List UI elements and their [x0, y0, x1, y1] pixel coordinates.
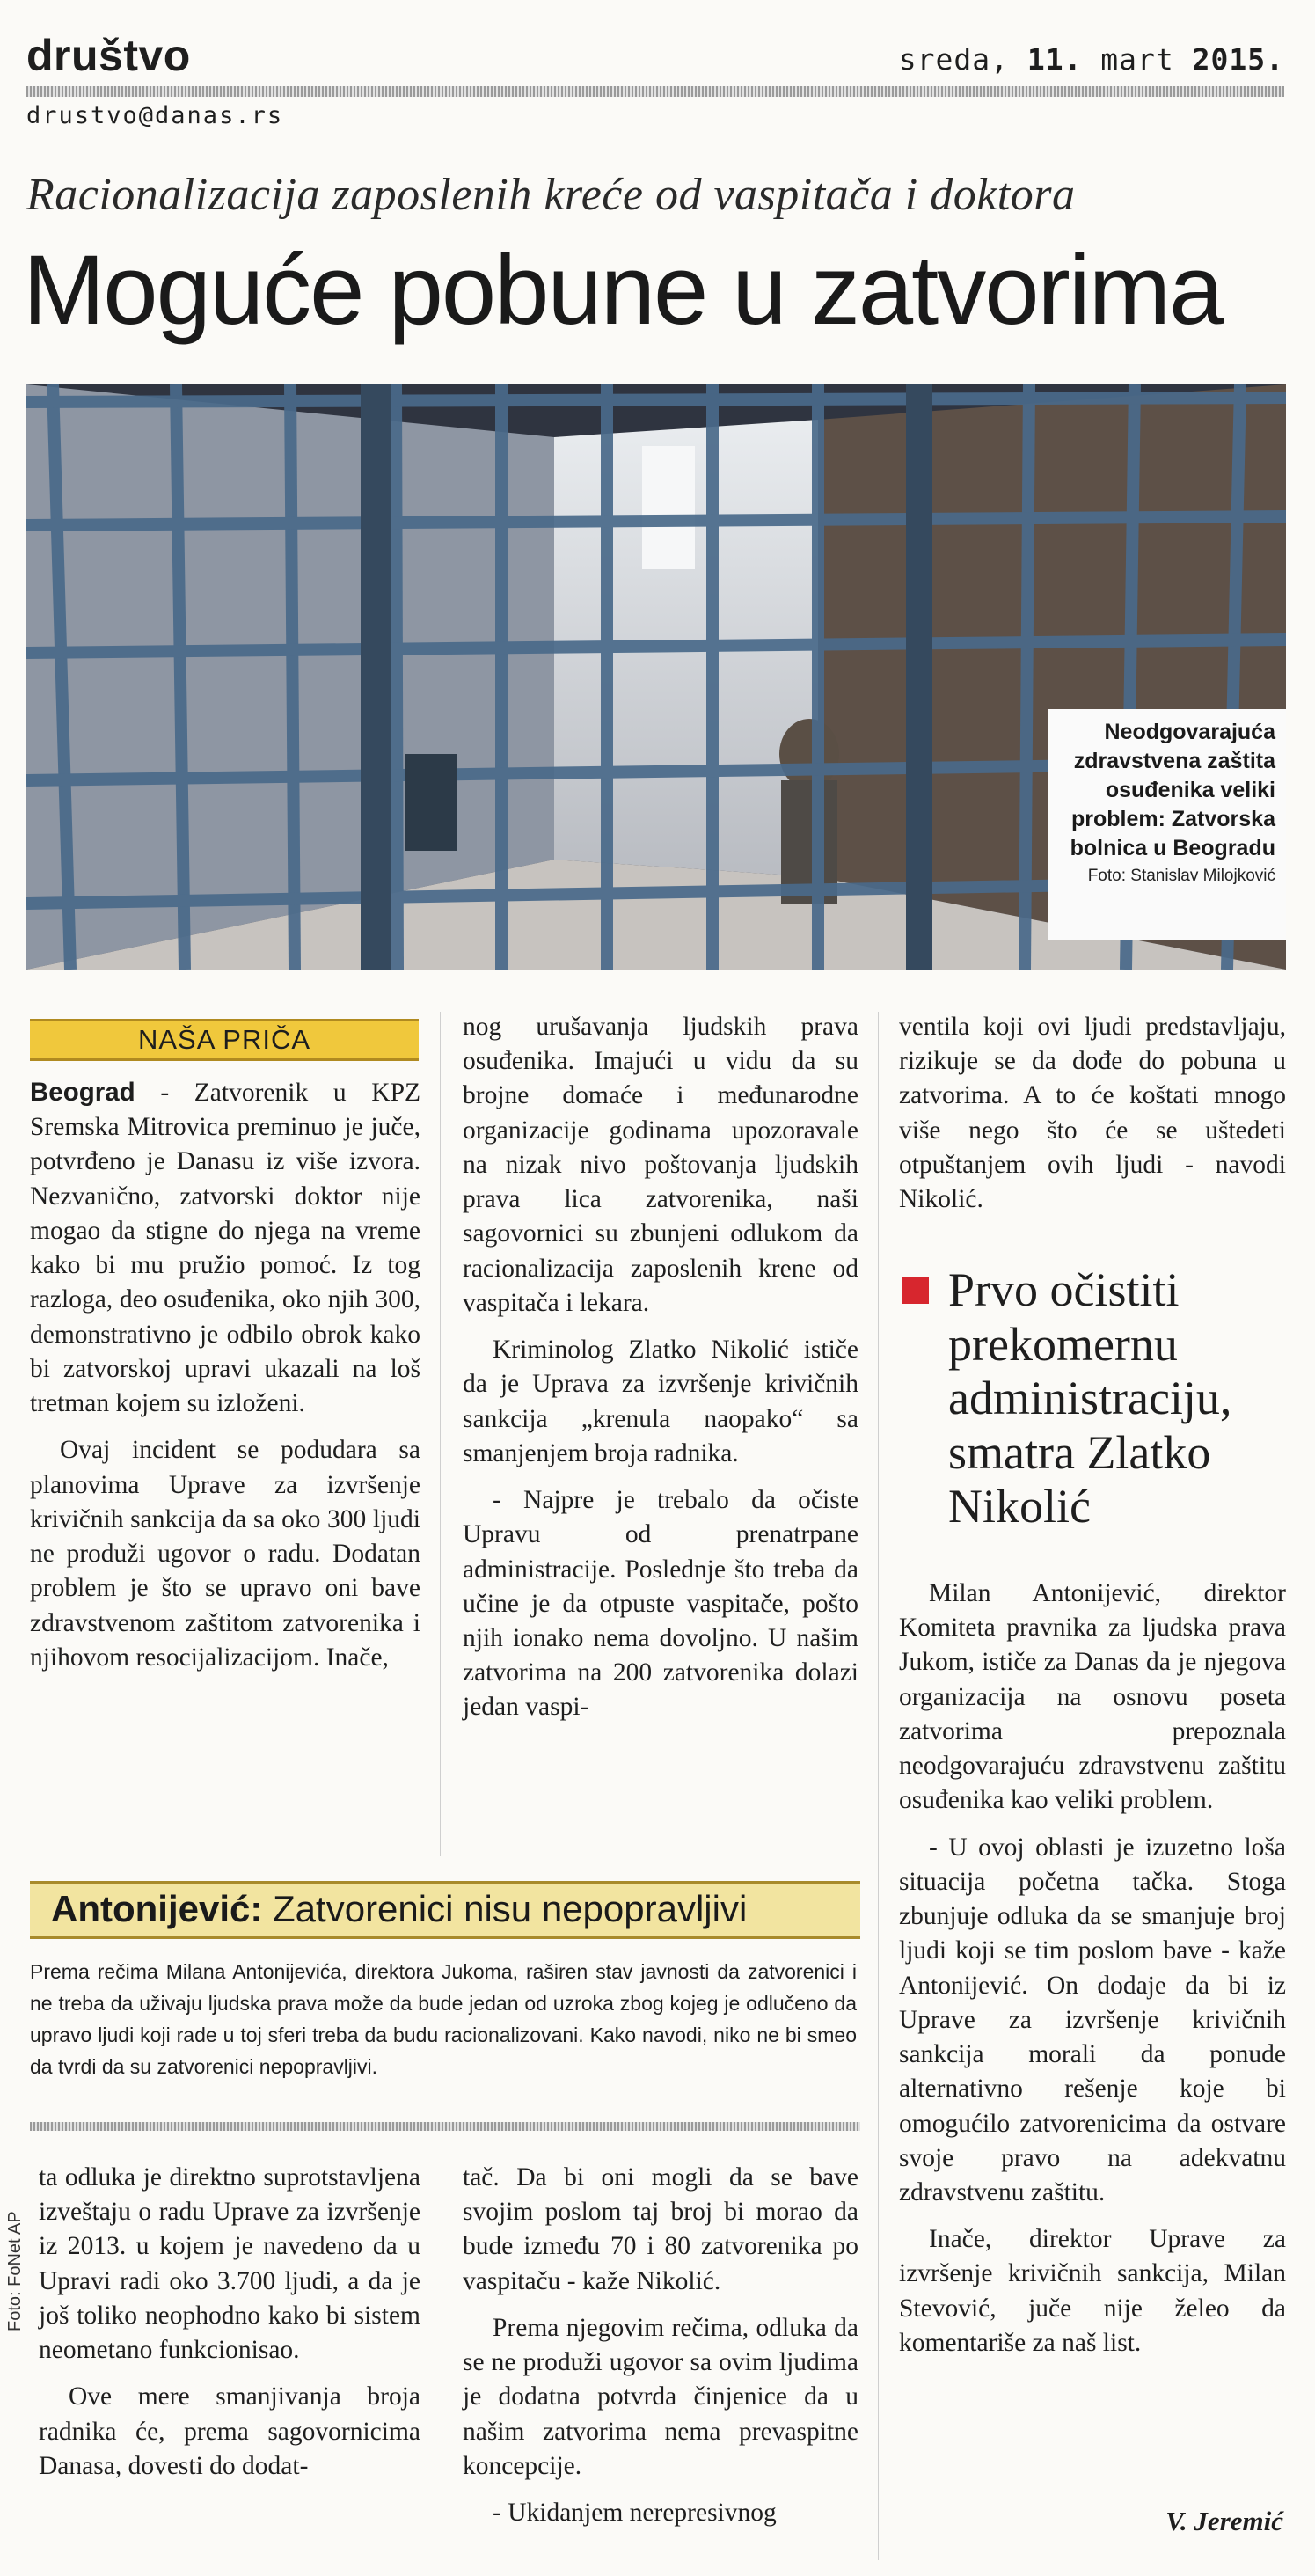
sidebar-box — [30, 1881, 860, 2119]
article-column-2 — [463, 1010, 858, 1725]
header-rule — [26, 86, 1284, 97]
paragraph: Beograd - Zatvorenik u KPZ Sremska Mitrovica preminuo je juče, potvrđeno je Danasu iz više izvora. Nezvanično, zatvorski doktor nije mogao da stigne do njega na vreme kako bi mu pružio pomoć. Iz tog razloga, deo osuđenika, oko njih 300, demonstrativno je odbilo obrok kako bi zatvorskoj upravi ukazali na loš tretman kojem su izloženi. — [30, 1078, 420, 1418]
photo-credit: Foto: Stanislav Milojković — [1087, 867, 1275, 885]
column-divider — [440, 1012, 441, 1856]
sidebar-box-title: Antonijević: Zatvorenici nisu nepopravljivi — [30, 1881, 860, 1939]
column-divider — [878, 1012, 879, 2560]
paragraph: Kriminolog Zlatko Nikolić ističe da je Uprava za izvršenje krivičnih sankcija „krenula naopako“ sa smanjenjem broja radnika. — [463, 1336, 858, 1467]
paragraph: tač. Da bi oni mogli da se bave svojim poslom taj broj bi morao da bude između 70 i 80 zatvorenika po vaspitaču - kaže Nikolić. — [463, 2163, 858, 2295]
sidebar-box-body: Prema rečima Milana Antonijevića, direktora Jukoma, raširen stav javnosti da zatvorenici i ne treba da uživaju ljudska prava može da bude jedan od uzroka zbog kojeg je odlučeno da upravo ljudi koji rade u toj sferi treba da budu racionalizovani. Kako navodi, niko ne bi smeo da tvrdi da su zatvorenici nepopravljivi. — [30, 1960, 857, 2078]
paragraph: Ovaj incident se podudara sa planovima Uprave za izvršenje krivičnih sankcija da sa oko 300 ljudi ne produži ugovor o radu. Dodatan problem je što se upravo oni bave zdravstvenom zaštitom zatvorenika i njihovom resocijalizacijom. Inače, — [30, 1436, 420, 1672]
photo-caption: Neodgovarajuća zdravstvena zaštita osuđenika veliki problem: Zatvorska bolnica u Beogradu — [1070, 720, 1275, 860]
paragraph: Prema njegovim rečima, odluka da se ne produži ugovor sa ovim ljudima je dodatna potvrda činjenice da u našim zatvorima nema prevaspitne koncepcije. — [463, 2313, 858, 2480]
side-photo-credit: Foto: FoNet AP — [5, 2211, 25, 2331]
pull-quote: Prvo očistiti prekomernu administraciju, smatra Zlatko Nikolić — [948, 1263, 1232, 1533]
paragraph: - U ovoj oblasti je izuzetno loša situacija početna tačka. Stoga zbunjuje odluka da se smanjuje broj ljudi koji se tim poslom bave - kaže Antonijević. On dodaje da bi iz Uprave za izvršenje krivičnih sankcija morali da ponude alternativno rešenje koje bi omogućilo zatvorenicima da ostvare svoje pravo na adekvatnu zdravstvenu zaštitu. — [899, 1833, 1286, 2206]
article-column-1-continued — [39, 2161, 420, 2484]
sidebar-box-rule — [30, 2122, 860, 2131]
paragraph: - Najpre je trebalo da očiste Upravu od prenatrpane administracije. Poslednje što treba da učine je da otpuste vaspitače, pošto njih ionako nema dovoljno. U našim zatvorima na 200 zatvorenika dolazi jedan vaspi- — [463, 1486, 858, 1722]
article-headline: Moguće pobune u zatvorima — [23, 235, 1223, 345]
author-signature: V. Jeremić — [1165, 2506, 1283, 2536]
section-email: drustvo@danas.rs — [26, 102, 284, 129]
article-column-2-continued — [463, 2161, 858, 2530]
section-name: društvo — [26, 31, 191, 80]
article-kicker: Racionalizacija zaposlenih kreće od vaspitača i doktora — [26, 170, 1076, 220]
article-column-1 — [30, 1075, 420, 1675]
paragraph: Inače, direktor Uprave za izvršenje krivičnih sankcija, Milan Stevović, juče nije želeo da komentariše za naš list. — [899, 2225, 1286, 2357]
article-column-3 — [899, 1010, 1286, 1217]
photo-caption-box — [1048, 709, 1286, 940]
issue-date: sreda, 11. mart 2015. — [898, 42, 1284, 77]
paragraph: nog urušavanja ljudskih prava osuđenika. Imajući u vidu da su brojne domaće i međunarodne organizacije godinama upozoravale na nizak nivo poštovanja ljudskih prava lica zatvorenika, naši sagovornici su zbunjeni odlukom da racionalizacija zaposlenih krene od vaspitača i lekara. — [463, 1013, 858, 1317]
paragraph: - Ukidanjem nerepresivnog — [493, 2499, 777, 2528]
paragraph: Ove mere smanjivanja broja radnika će, prema sagovornicima Danasa, dovesti do dodat- — [39, 2382, 420, 2480]
paragraph: ta odluka je direktno suprotstavljena izveštaju o radu Uprave za izvršenje iz 2013. u kojem je navedeno da u Upravi radi oko 3.700 ljudi, a da je još toliko neophodno kako bi sistem neometano funkcionisao. — [39, 2163, 420, 2365]
dateline: Beograd — [30, 1078, 135, 1107]
page-header — [26, 30, 1284, 91]
article-column-3-continued — [899, 1577, 1286, 2360]
paragraph: Milan Antonijević, direktor Komiteta pravnika za ljudska prava Jukom, ističe za Danas da je njegova organizacija na osnovu poseta zatvorima prepoznala neodgovarajuću zdravstvenu zaštitu osuđenika kao veliki problem. — [899, 1579, 1286, 1815]
paragraph: ventila koji ovi ljudi predstavljaju, rizikuje se da dođe do pobuna u zatvorima. A to će koštati mnogo više nego što će se uštedeti otpuštanjem ovih ljudi - navodi Nikolić. — [899, 1013, 1286, 1214]
story-label: NAŠA PRIČA — [30, 1019, 419, 1061]
